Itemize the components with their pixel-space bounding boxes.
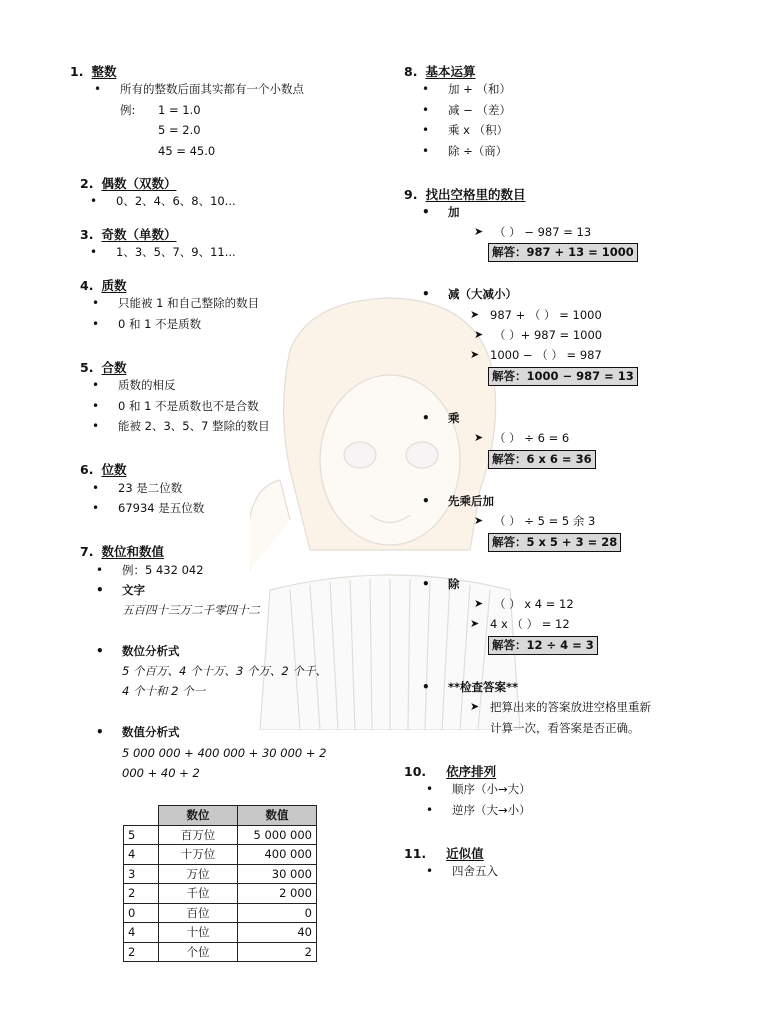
table-cell: 2 — [124, 884, 159, 904]
table-cell: 万位 — [159, 864, 238, 884]
table-cell: 百位 — [159, 903, 238, 923]
answer-box: 解答：6 x 6 = 36 — [488, 450, 596, 469]
table-body — [124, 825, 317, 962]
section-title: 位数 — [101, 462, 127, 477]
list-item: • 0 和 1 不是质数 — [118, 317, 201, 331]
text-line: 000 + 40 + 2 — [122, 766, 200, 780]
question-line: ➤ （ ）+ 987 = 1000 — [494, 328, 602, 342]
section-7-heading: 7. 数位和数值 — [80, 544, 164, 559]
section-10-heading: 10. 依序排列 — [404, 764, 497, 779]
table-cell: 百万位 — [159, 825, 238, 845]
text-line: 4 个十和 2 个一 — [122, 684, 206, 698]
table-row — [124, 864, 317, 884]
section-11-heading: 11. 近似值 — [404, 846, 484, 861]
table-cell: 5 000 000 — [238, 825, 317, 845]
table-cell: 40 — [238, 923, 317, 943]
section-title: 奇数（单数） — [101, 227, 177, 242]
list-item: • 数位分析式 — [122, 644, 180, 658]
list-item: • 只能被 1 和自己整除的数目 — [118, 296, 259, 310]
question-line: ➤ （ ） ÷ 6 = 6 — [494, 431, 569, 445]
list-item: • 1、3、5、7、9、11... — [116, 245, 236, 259]
list-item: • 能被 2、3、5、7 整除的数目 — [118, 419, 270, 433]
note-line: 计算一次，看答案是否正确。 — [490, 721, 640, 735]
answer-box: 解答：1000 − 987 = 13 — [488, 367, 638, 386]
text-line: 5 000 000 + 400 000 + 30 000 + 2 — [122, 746, 327, 760]
section-title: 合数 — [101, 360, 127, 375]
section-title: 找出空格里的数目 — [425, 187, 526, 202]
table-row — [124, 825, 317, 845]
section-2-heading: 2. 偶数（双数） — [80, 176, 177, 191]
question-line: ➤ （ ） x 4 = 12 — [494, 597, 574, 611]
note-line: ➤ 把算出来的答案放进空格里重新 — [490, 700, 651, 714]
table-cell: 十万位 — [159, 845, 238, 865]
section-3-heading: 3. 奇数（单数） — [80, 227, 177, 242]
list-item: • 23 是二位数 — [118, 481, 182, 495]
table-cell: 4 — [124, 923, 159, 943]
question-line: ➤ 1000 − （ ） = 987 — [490, 348, 602, 362]
list-item: • 质数的相反 — [118, 378, 176, 392]
table-header-row — [124, 806, 317, 826]
list-item: • 减（大减小） — [448, 287, 517, 301]
section-6-heading: 6. 位数 — [80, 462, 127, 477]
list-item: • 逆序（大→小） — [452, 803, 531, 817]
table-cell: 3 — [124, 864, 159, 884]
list-item: • 数值分析式 — [122, 725, 180, 739]
table-row — [124, 942, 317, 962]
section-8-heading: 8. 基本运算 — [404, 64, 476, 79]
section-4-heading: 4. 质数 — [80, 278, 127, 293]
answer-box: 解答：5 x 5 + 3 = 28 — [488, 533, 621, 552]
example-line: 45 = 45.0 — [158, 144, 216, 158]
list-item: • 文字 — [122, 583, 145, 597]
list-item: • 0 和 1 不是质数也不是合数 — [118, 399, 259, 413]
table-cell: 5 — [124, 825, 159, 845]
answer-box: 解答：12 ÷ 4 = 3 — [488, 636, 598, 655]
section-9-heading: 9. 找出空格里的数目 — [404, 187, 526, 202]
section-title: 依序排列 — [446, 764, 497, 779]
question-line: ➤ （ ） ÷ 5 = 5 余 3 — [494, 514, 595, 528]
table-cell: 2 — [124, 942, 159, 962]
list-item: • 先乘后加 — [448, 494, 494, 508]
list-item: • 67934 是五位数 — [118, 501, 204, 515]
list-item: • 加 + （和） — [448, 82, 511, 96]
list-item: • 所有的整数后面其实都有一个小数点 — [120, 82, 304, 96]
list-item: • 加 — [448, 205, 460, 219]
section-5-heading: 5. 合数 — [80, 360, 127, 375]
table-cell: 2 — [238, 942, 317, 962]
example-line: 5 = 2.0 — [158, 123, 201, 137]
section-title: 质数 — [101, 278, 127, 293]
table-cell: 2 000 — [238, 884, 317, 904]
list-item: • 减 − （差） — [448, 103, 511, 117]
text-line: 5 个百万、4 个十万、3 个万、2 个千、 — [122, 664, 327, 678]
table-header-cell: 数值 — [238, 806, 317, 826]
list-item: • 除 ÷（商） — [448, 144, 507, 158]
table-cell: 400 000 — [238, 845, 317, 865]
list-item: • 0、2、4、6、8、10... — [116, 194, 236, 208]
table-row — [124, 845, 317, 865]
table-cell: 4 — [124, 845, 159, 865]
list-item: • 顺序（小→大） — [452, 782, 531, 796]
list-item: • 四舍五入 — [452, 864, 498, 878]
section-title: 近似值 — [446, 846, 484, 861]
text-line: 五百四十三万二千零四十二 — [122, 603, 260, 617]
list-item: • 乘 x （积） — [448, 123, 508, 137]
section-1-heading: 1. 整数 — [70, 64, 117, 79]
place-value-table — [123, 805, 317, 962]
list-item: • 乘 — [448, 411, 460, 425]
list-item: • 例：5 432 042 — [122, 563, 204, 577]
section-title: 数位和数值 — [101, 544, 164, 559]
list-item: • 除 — [448, 577, 460, 591]
section-title: 整数 — [91, 64, 117, 79]
example-line: 1 = 1.0 — [158, 103, 201, 117]
table-cell: 十位 — [159, 923, 238, 943]
table-cell: 千位 — [159, 884, 238, 904]
section-title: 基本运算 — [425, 64, 476, 79]
answer-box: 解答：987 + 13 = 1000 — [488, 243, 638, 262]
table-cell: 0 — [124, 903, 159, 923]
example-label: 例: — [120, 103, 136, 117]
section-title: 偶数（双数） — [101, 176, 177, 191]
table-row — [124, 884, 317, 904]
table-corner — [124, 806, 159, 826]
table-header-cell: 数位 — [159, 806, 238, 826]
question-line: ➤ 4 x （ ） = 12 — [490, 617, 570, 631]
table-row — [124, 903, 317, 923]
list-item: • **检查答案** — [448, 680, 518, 694]
table-cell: 个位 — [159, 942, 238, 962]
table-row — [124, 923, 317, 943]
table-cell: 0 — [238, 903, 317, 923]
question-line: ➤ （ ） − 987 = 13 — [494, 225, 591, 239]
table-cell: 30 000 — [238, 864, 317, 884]
question-line: ➤ 987 + （ ） = 1000 — [490, 308, 602, 322]
